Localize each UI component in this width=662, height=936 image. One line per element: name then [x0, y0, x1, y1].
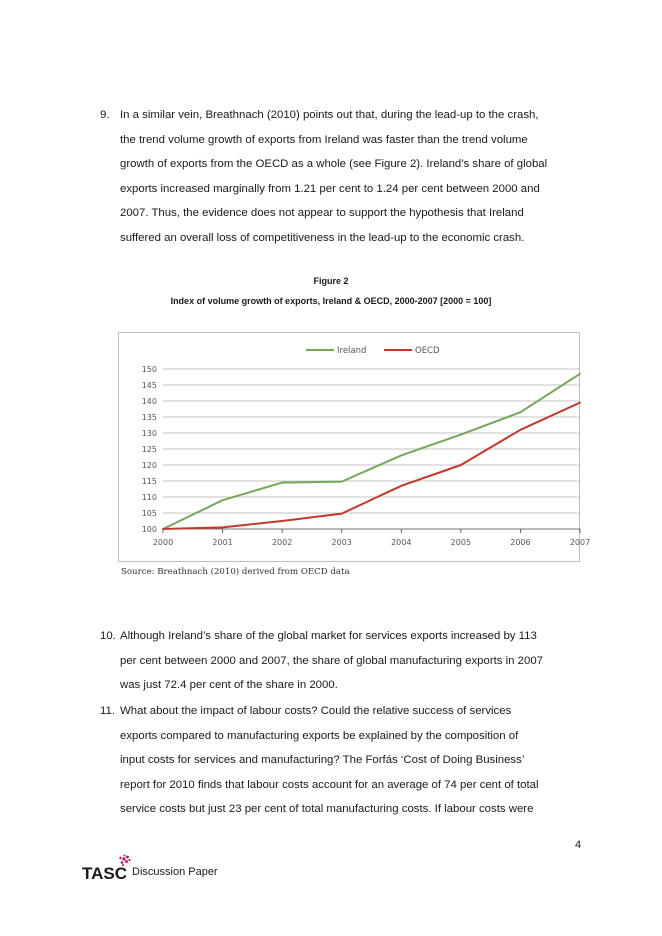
y-tick-label: 130	[141, 429, 157, 438]
x-tick-label: 2007	[569, 538, 591, 547]
data-point	[400, 455, 402, 457]
x-tick-label: 2001	[212, 538, 233, 547]
y-tick-label: 150	[141, 365, 157, 374]
paragraph-line: suffered an overall loss of competitiveness in the lead-up to the economic crash.	[120, 231, 525, 244]
data-point	[222, 527, 224, 529]
paragraph-line: report for 2010 finds that labour costs account for an average of 74 per cent of total	[120, 778, 539, 791]
legend-label: OECD	[415, 346, 440, 356]
y-tick-label: 145	[141, 381, 157, 390]
paragraph-line: What about the impact of labour costs? Could the relative success of services	[120, 705, 512, 717]
x-tick-label: 2000	[152, 538, 174, 547]
paragraph-number: 10.	[100, 630, 116, 642]
x-tick-label: 2004	[391, 538, 412, 547]
tasc-logo	[82, 854, 132, 884]
paragraph-line: service costs but just 23 per cent of total manufacturing costs. If labour costs were	[120, 803, 534, 816]
paragraph-number: 9.	[100, 109, 110, 121]
figure-source: Source: Breathnach (2010) derived from OECD data	[121, 567, 350, 577]
data-point	[460, 464, 462, 466]
data-point	[579, 402, 581, 404]
paragraph-line: Although Ireland’s share of the global market for services exports increased by 113	[120, 630, 537, 642]
logo-text: TASC	[82, 864, 128, 883]
data-point	[341, 513, 343, 515]
paragraph-10	[100, 624, 590, 698]
page-number: 4	[575, 839, 582, 851]
paragraph-9	[100, 103, 590, 251]
figure-label: Figure 2	[313, 276, 349, 286]
paragraph-line: per cent between 2000 and 2007, the share of global manufacturing exports in 2007	[120, 654, 544, 667]
y-tick-label: 135	[141, 413, 157, 422]
paragraph-line: growth of exports from the OECD as a whole (see Figure 2). Ireland’s share of global	[120, 158, 548, 171]
y-tick-label: 115	[141, 477, 157, 486]
paragraph-line: 2007. Thus, the evidence does not appear to support the hypothesis that Ireland	[120, 207, 524, 220]
paragraph-11	[100, 699, 590, 822]
paragraph-line: input costs for services and manufacturing? The Forfás ‘Cost of Doing Business’	[120, 754, 525, 767]
data-point	[400, 485, 402, 487]
line-chart	[118, 332, 591, 562]
x-tick-label: 2003	[331, 538, 352, 547]
data-point	[162, 528, 164, 530]
data-point	[520, 429, 522, 431]
data-point	[579, 373, 581, 375]
x-tick-label: 2005	[450, 538, 472, 547]
paragraph-number: 11.	[100, 705, 115, 717]
data-point	[281, 520, 283, 522]
data-point	[222, 499, 224, 501]
x-tick-label: 2002	[271, 538, 293, 547]
paragraph-line: was just 72.4 per cent of the share in 2000.	[120, 679, 338, 692]
data-point	[460, 434, 462, 436]
chart-frame	[119, 333, 580, 562]
y-tick-label: 125	[141, 445, 157, 454]
data-point	[520, 411, 522, 413]
figure-title: Index of volume growth of exports, Ireland & OECD, 2000-2007 [2000 = 100]	[170, 296, 492, 306]
y-tick-label: 140	[141, 397, 157, 406]
data-point	[281, 482, 283, 484]
legend-label: Ireland	[337, 346, 367, 356]
paragraph-line: exports increased marginally from 1.21 per cent to 1.24 per cent between 2000 and	[120, 182, 540, 195]
y-tick-label: 120	[141, 461, 157, 470]
y-tick-label: 110	[141, 493, 157, 502]
paragraph-line: exports compared to manufacturing exports be explained by the composition of	[120, 729, 519, 742]
y-tick-label: 100	[141, 525, 157, 534]
footer-label: Discussion Paper	[132, 866, 218, 878]
paragraph-line: the trend volume growth of exports from Ireland was faster than the trend volume	[120, 133, 528, 146]
paragraph-line: In a similar vein, Breathnach (2010) points out that, during the lead-up to the crash,	[120, 109, 539, 121]
x-tick-label: 2006	[510, 538, 531, 547]
data-point	[341, 481, 343, 483]
y-tick-label: 105	[141, 509, 157, 518]
